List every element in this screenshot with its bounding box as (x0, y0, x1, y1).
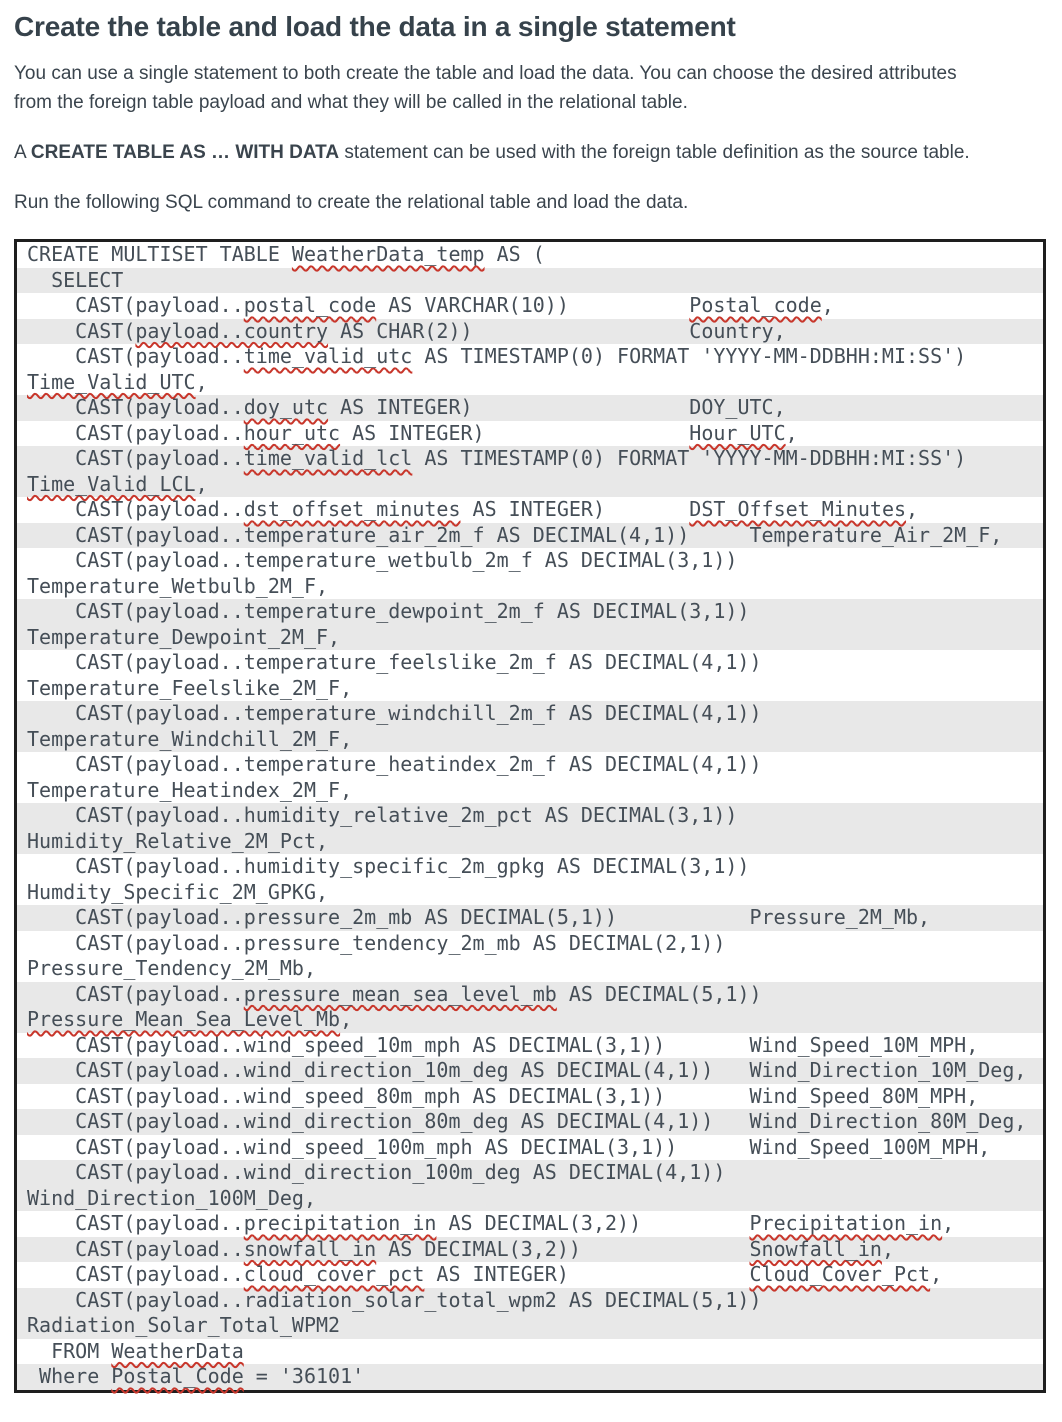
spellcheck-squiggle-word: Snowfall_in (749, 1236, 882, 1261)
code-text: CAST(payload..temperature_windchill_2m_f AS DECIMAL(4,1)) Temperature_Windchill_2M_F, (27, 701, 774, 751)
spellcheck-squiggle-word: Precipitation_in (749, 1211, 943, 1235)
code-text: AS TIMESTAMP(0) FORMAT 'YYYY-MM-DDBHH:MI:SS') (412, 446, 979, 470)
spellcheck-squiggle-word: DST_Offset_Minutes (689, 497, 907, 521)
text: A (14, 142, 31, 163)
spellcheck-squiggle-word: payload..country (135, 318, 329, 343)
code-text: AS VARCHAR(10)) (376, 293, 690, 317)
code-line (17, 421, 1043, 447)
code-line (17, 982, 1043, 1033)
code-line (17, 599, 1043, 650)
code-text: AS INTEGER) (340, 420, 690, 445)
page-title: Create the table and load the data in a single statement (14, 11, 736, 42)
code-text: CAST(payload..temperature_dewpoint_2m_f AS DECIMAL(3,1)) Temperature_Dewpoint_2M_F, (27, 599, 762, 649)
code-line (17, 319, 1043, 345)
code-text: SELECT (27, 267, 124, 292)
code-line (17, 1211, 1043, 1237)
code-text: , (942, 1211, 955, 1235)
code-text: CAST(payload..temperature_air_2m_f AS DECIMAL(4,1)) Temperature_Air_2M_F, (27, 522, 1003, 547)
code-text: , (785, 420, 798, 445)
code-line (17, 242, 1043, 268)
code-line (17, 752, 1043, 803)
code-line (17, 701, 1043, 752)
code-line (17, 650, 1043, 701)
code-text: , (195, 369, 208, 394)
spellcheck-squiggle-word: Postal_Code (111, 1364, 244, 1388)
spellcheck-squiggle-word: cloud_cover_pct (243, 1262, 425, 1286)
code-text: FROM (27, 1338, 112, 1363)
spellcheck-squiggle-word: Cloud_Cover_Pct (749, 1262, 931, 1286)
code-text: CAST(payload..humidity_specific_2m_gpkg AS DECIMAL(3,1)) Humdity_Specific_2M_GPKG, (27, 854, 762, 904)
code-text: CAST(payload.. (27, 446, 244, 470)
code-line (17, 395, 1043, 421)
code-line (17, 1288, 1043, 1339)
code-line (17, 1160, 1043, 1211)
code-line (17, 1033, 1043, 1059)
code-text: CAST(payload..temperature_heatindex_2m_f AS DECIMAL(4,1)) Temperature_Heatindex_2M_F, (27, 752, 774, 802)
code-text: CAST(payload..temperature_feelslike_2m_f AS DECIMAL(4,1)) Temperature_Feelslike_2M_F, (27, 650, 774, 700)
code-line (17, 854, 1043, 905)
code-line (17, 1135, 1043, 1161)
code-line (17, 803, 1043, 854)
code-text: CAST(payload..temperature_wetbulb_2m_f AS DECIMAL(3,1)) Temperature_Wetbulb_2M_F, (27, 548, 750, 598)
code-line (17, 1084, 1043, 1110)
spellcheck-squiggle-word: WeatherData (111, 1338, 244, 1363)
text: You can use a single statement to both create the table and load the data. You can choose the desired attributes from the foreign table payload and what they will be called in the relational table. (14, 63, 957, 113)
code-text: CAST(payload..wind_speed_100m_mph AS DECIMAL(3,1)) Wind_Speed_100M_MPH, (27, 1134, 991, 1159)
code-line (17, 497, 1043, 523)
code-text: CREATE MULTISET TABLE (27, 242, 292, 266)
code-text: CAST(payload.. (27, 981, 244, 1006)
intro-paragraphs (14, 59, 1046, 217)
spellcheck-squiggle-word: Postal_code (689, 293, 822, 317)
spellcheck-squiggle-word: Time_Valid_LCL (27, 471, 196, 496)
code-text: CAST(payload..wind_direction_100m_deg AS DECIMAL(4,1)) Wind_Direction_100M_Deg, (27, 1160, 750, 1210)
create-table-as-paragraph (14, 138, 999, 167)
code-text: CAST(payload.. (27, 1211, 244, 1235)
code-line (17, 1339, 1043, 1365)
code-text: CAST(payload.. (27, 344, 244, 368)
spellcheck-squiggle-word: hour_utc (243, 420, 341, 445)
code-text: AS INTEGER) DOY_UTC, (328, 395, 786, 419)
code-text: CAST(payload..humidity_relative_2m_pct AS DECIMAL(3,1)) Humidity_Relative_2M_Pct, (27, 803, 750, 853)
code-text: CAST(payload..wind_direction_10m_deg AS DECIMAL(4,1)) Wind_Direction_10M_Deg, (27, 1058, 1027, 1082)
code-text: AS CHAR(2)) Country, (328, 318, 786, 343)
spellcheck-squiggle-word: Hour_UTC (689, 420, 786, 445)
code-text: AS DECIMAL(3,2)) (436, 1211, 750, 1235)
text: Run the following SQL command to create the relational table and load the data. (14, 192, 689, 213)
code-line (17, 1262, 1043, 1288)
code-line (17, 268, 1043, 294)
spellcheck-squiggle-word: WeatherData_temp (291, 242, 485, 266)
bold-text: CREATE TABLE AS … WITH DATA (30, 142, 340, 163)
code-line (17, 293, 1043, 319)
code-text: CAST(payload..wind_speed_80m_mph AS DECIMAL(3,1)) Wind_Speed_80M_MPH, (27, 1083, 979, 1108)
spellcheck-squiggle-word: Time_Valid_UTC (27, 369, 196, 394)
code-text: CAST(payload.. (27, 1236, 244, 1261)
code-text: , (195, 471, 208, 496)
code-text: CAST(payload.. (27, 293, 244, 317)
code-line (17, 548, 1043, 599)
code-text: , (340, 1007, 353, 1031)
code-text: AS ( (484, 242, 545, 266)
spellcheck-squiggle-word: pressure_mean_sea_level_mb (243, 981, 557, 1006)
code-text: CAST(payload..pressure_tendency_2m_mb AS DECIMAL(2,1)) Pressure_Tendency_2M_Mb, (27, 930, 750, 980)
code-text: CAST(payload.. (27, 395, 244, 419)
code-line (17, 905, 1043, 931)
text: statement can be used with the foreign table definition as the source table. (339, 142, 970, 163)
code-text: AS TIMESTAMP(0) FORMAT 'YYYY-MM-DDBHH:MI:SS') (412, 344, 979, 368)
code-text: , (881, 1236, 894, 1261)
code-text: AS INTEGER) (460, 497, 690, 521)
run-command-paragraph (14, 188, 999, 217)
sql-code-block (14, 239, 1046, 1393)
code-line (17, 1109, 1043, 1135)
code-text: CAST(payload.. (27, 420, 244, 445)
code-text: AS DECIMAL(5,1)) (556, 981, 774, 1006)
code-text: CAST(payload.. (27, 1262, 244, 1286)
code-text: CAST(payload.. (27, 497, 244, 521)
code-line (17, 931, 1043, 982)
code-text: CAST(payload..wind_direction_80m_deg AS DECIMAL(4,1)) Wind_Direction_80M_Deg, (27, 1109, 1027, 1133)
code-line (17, 1058, 1043, 1084)
code-text: = '36101' (243, 1364, 365, 1388)
code-text: CAST(payload..wind_speed_10m_mph AS DECIMAL(3,1)) Wind_Speed_10M_MPH, (27, 1032, 979, 1057)
code-text: AS DECIMAL(3,2)) (376, 1236, 750, 1261)
code-text: , (821, 293, 834, 317)
code-line (17, 523, 1043, 549)
intro-paragraph (14, 59, 999, 117)
code-text: CAST( (27, 318, 136, 343)
code-text: , (906, 497, 919, 521)
spellcheck-squiggle-word: snowfall_in (243, 1236, 377, 1261)
code-line (17, 1364, 1043, 1390)
code-text: CAST(payload..radiation_solar_total_wpm2 AS DECIMAL(5,1)) Radiation_Solar_Total_WPM2 (27, 1287, 774, 1337)
spellcheck-squiggle-word: precipitation_in (243, 1211, 437, 1235)
code-line (17, 1237, 1043, 1263)
code-line (17, 446, 1043, 497)
spellcheck-squiggle-word: doy_utc (243, 395, 329, 419)
code-text: CAST(payload..pressure_2m_mb AS DECIMAL(5,1)) Pressure_2M_Mb, (27, 905, 931, 929)
code-line (17, 344, 1043, 395)
spellcheck-squiggle-word: dst_offset_minutes (243, 497, 461, 521)
spellcheck-squiggle-word: postal_code (243, 293, 377, 317)
code-text: , (930, 1262, 943, 1286)
spellcheck-squiggle-word: Pressure_Mean_Sea_Level_Mb (27, 1007, 341, 1031)
spellcheck-squiggle-word: time_valid_utc (243, 344, 413, 368)
code-text: Where (27, 1364, 112, 1388)
code-text: AS INTEGER) (424, 1262, 750, 1286)
spellcheck-squiggle-word: time_valid_lcl (243, 446, 413, 470)
